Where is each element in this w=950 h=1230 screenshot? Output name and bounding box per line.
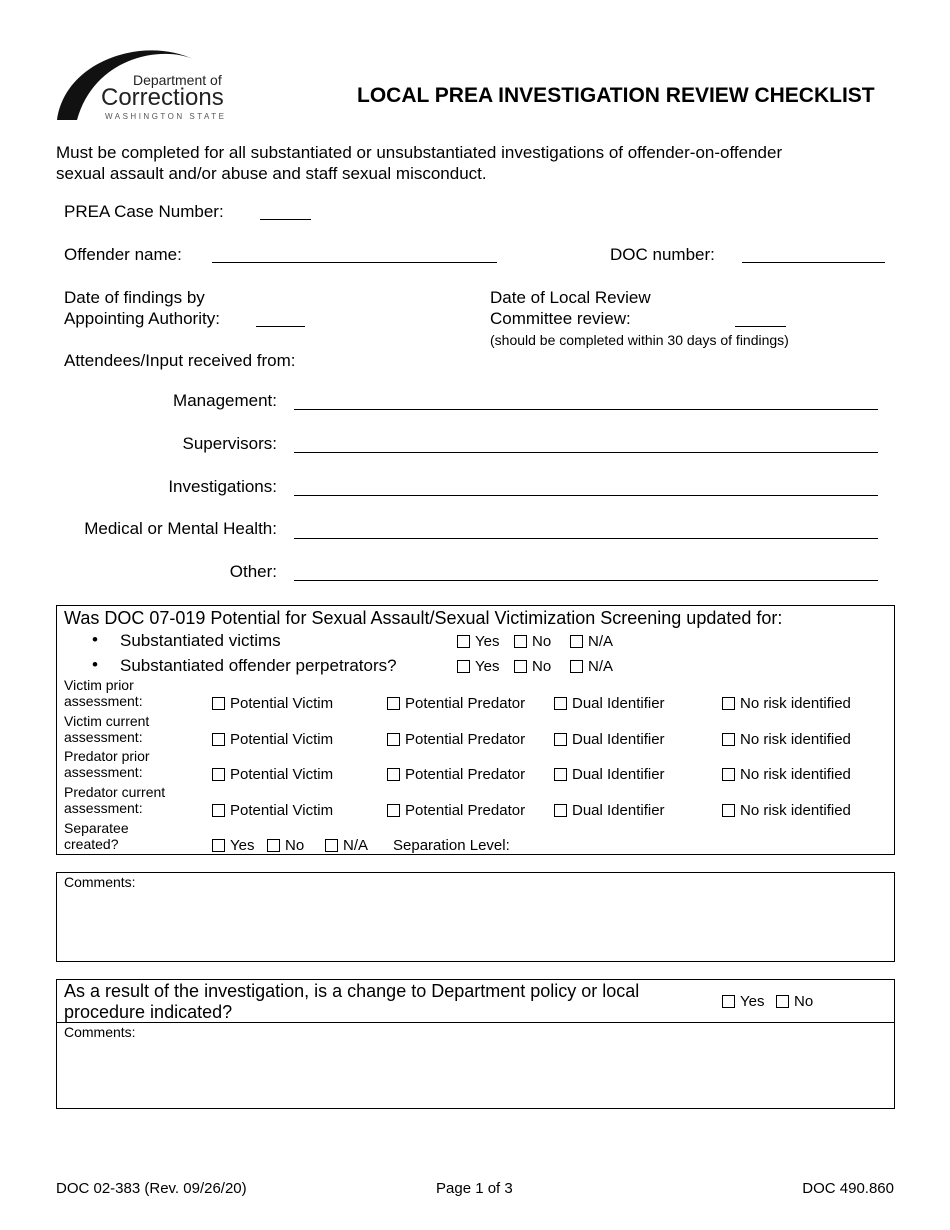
victim-prior-potential-predator[interactable]: Potential Predator (387, 695, 525, 712)
policy-question-1: As a result of the investigation, is a change to Department policy or local (64, 981, 640, 1001)
doc-number-label: DOC number: (610, 245, 715, 264)
assessment-label: Predator prior assessment: (64, 748, 150, 780)
offender-name-label: Offender name: (64, 245, 182, 264)
assessment-label: Predator current assessment: (64, 784, 166, 816)
predator-prior-potential-victim[interactable]: Potential Victim (212, 766, 333, 783)
predator-prior-potential-predator[interactable]: Potential Predator (387, 766, 525, 783)
policy-no[interactable]: No (776, 993, 813, 1010)
victim-current-potential-victim[interactable]: Potential Victim (212, 731, 333, 748)
footer-form-number: DOC 02-383 (Rev. 09/26/20) (56, 1180, 247, 1197)
intro-line1: Must be completed for all substantiated or unsubstantiated investigations of offender-on-offender (56, 143, 783, 162)
findings-date-label-2: Appointing Authority: (64, 309, 220, 328)
attendee-input-investigations[interactable] (294, 495, 878, 496)
separatee-label: Separatee created? (64, 820, 129, 852)
logo-line3: WASHINGTON STATE (105, 112, 227, 121)
review-date-note: (should be completed within 30 days of findings) (490, 332, 789, 348)
footer-policy-number: DOC 490.860 (802, 1180, 894, 1197)
attendee-input-supervisors[interactable] (294, 452, 878, 453)
policy-yes[interactable]: Yes (722, 993, 764, 1010)
prea-case-input[interactable] (260, 219, 311, 220)
predator-prior-dual-identifier[interactable]: Dual Identifier (554, 766, 665, 783)
perpetrators-na[interactable]: N/A (570, 658, 613, 675)
logo-line2: Corrections (101, 84, 224, 111)
victim-current-potential-predator[interactable]: Potential Predator (387, 731, 525, 748)
agency-logo (55, 40, 255, 125)
attendee-input-medical[interactable] (294, 538, 878, 539)
separatee-yes[interactable]: Yes (212, 837, 254, 854)
victim-prior-potential-victim[interactable]: Potential Victim (212, 695, 333, 712)
prea-case-label: PREA Case Number: (64, 202, 224, 221)
doc-number-input[interactable] (742, 262, 885, 263)
attendee-input-management[interactable] (294, 409, 878, 410)
perpetrators-yes[interactable]: Yes (457, 658, 499, 675)
attendee-label-supervisors: Supervisors: (182, 434, 277, 453)
attendees-heading: Attendees/Input received from: (64, 351, 296, 370)
perpetrators-no[interactable]: No (514, 658, 551, 675)
review-date-input[interactable] (735, 326, 786, 327)
logo-line1: Department of (133, 72, 222, 88)
predator-prior-no-risk[interactable]: No risk identified (722, 766, 851, 783)
footer-page-number: Page 1 of 3 (436, 1180, 513, 1197)
comments-box[interactable] (56, 872, 895, 962)
findings-date-label-1: Date of findings by (64, 288, 205, 307)
victims-no[interactable]: No (514, 633, 551, 650)
review-date-label-2: Committee review: (490, 309, 631, 328)
screening-question: Was DOC 07-019 Potential for Sexual Assault/Sexual Victimization Screening updated for: (64, 608, 783, 628)
attendee-label-investigations: Investigations: (168, 477, 277, 496)
attendee-input-other[interactable] (294, 580, 878, 581)
separation-level-label: Separation Level: (393, 837, 510, 854)
attendee-label-other: Other: (229, 562, 277, 581)
predator-current-potential-victim[interactable]: Potential Victim (212, 802, 333, 819)
attendee-label-medical: Medical or Mental Health: (84, 519, 277, 538)
victims-na[interactable]: N/A (570, 633, 613, 650)
victim-current-dual-identifier[interactable]: Dual Identifier (554, 731, 665, 748)
bullet-perpetrators: Substantiated offender perpetrators? (120, 656, 397, 675)
predator-current-dual-identifier[interactable]: Dual Identifier (554, 802, 665, 819)
bullet-dot: • (92, 630, 98, 649)
offender-name-input[interactable] (212, 262, 497, 263)
predator-current-potential-predator[interactable]: Potential Predator (387, 802, 525, 819)
intro-line2: sexual assault and/or abuse and staff sexual misconduct. (56, 164, 487, 183)
victim-current-no-risk[interactable]: No risk identified (722, 731, 851, 748)
victims-yes[interactable]: Yes (457, 633, 499, 650)
comments-label: Comments: (64, 874, 136, 890)
victim-prior-no-risk[interactable]: No risk identified (722, 695, 851, 712)
assessment-label: Victim prior assessment: (64, 677, 143, 709)
separatee-na[interactable]: N/A (325, 837, 368, 854)
findings-date-input[interactable] (256, 326, 305, 327)
victim-prior-dual-identifier[interactable]: Dual Identifier (554, 695, 665, 712)
review-date-label-1: Date of Local Review (490, 288, 651, 307)
policy-question-2: procedure indicated? (64, 1002, 233, 1022)
policy-comments-label: Comments: (64, 1024, 136, 1040)
page-title: LOCAL PREA INVESTIGATION REVIEW CHECKLIST (357, 84, 875, 107)
predator-current-no-risk[interactable]: No risk identified (722, 802, 851, 819)
bullet-dot: • (92, 655, 98, 674)
assessment-label: Victim current assessment: (64, 713, 150, 745)
separatee-no[interactable]: No (267, 837, 304, 854)
bullet-victims: Substantiated victims (120, 631, 281, 650)
attendee-label-management: Management: (173, 391, 277, 410)
